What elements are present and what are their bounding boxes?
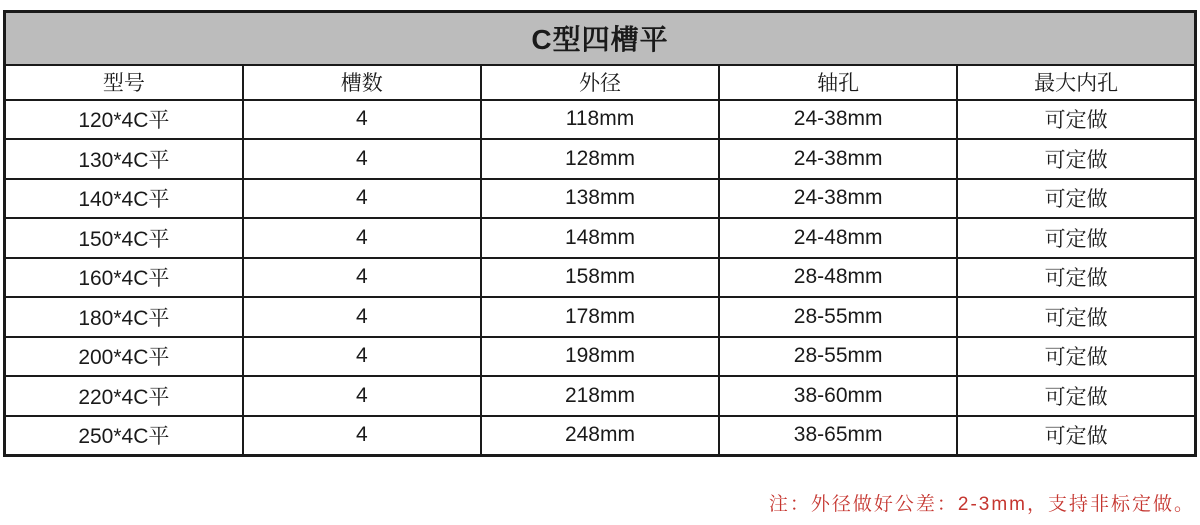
column-header: 轴孔 (719, 65, 957, 100)
table-title: C型四槽平 (5, 12, 1196, 65)
table-cell: 可定做 (957, 218, 1195, 258)
table-cell: 220*4C平 (5, 376, 243, 416)
column-header: 槽数 (243, 65, 481, 100)
table-cell: 24-38mm (719, 179, 957, 219)
table-cell: 178mm (481, 297, 719, 337)
table-row (5, 416, 1196, 456)
table-cell: 4 (243, 416, 481, 456)
table-cell: 248mm (481, 416, 719, 456)
table-cell: 24-48mm (719, 218, 957, 258)
table-cell: 可定做 (957, 258, 1195, 298)
table-cell: 160*4C平 (5, 258, 243, 298)
table-cell: 150*4C平 (5, 218, 243, 258)
table-row (5, 337, 1196, 377)
column-header: 型号 (5, 65, 243, 100)
table-cell: 4 (243, 297, 481, 337)
table-cell: 200*4C平 (5, 337, 243, 377)
table-cell: 4 (243, 218, 481, 258)
table-cell: 可定做 (957, 179, 1195, 219)
table-cell: 118mm (481, 100, 719, 140)
table-cell: 28-55mm (719, 297, 957, 337)
table-cell: 24-38mm (719, 100, 957, 140)
table-cell: 148mm (481, 218, 719, 258)
table-row (5, 179, 1196, 219)
column-header: 最大内孔 (957, 65, 1195, 100)
table-row (5, 139, 1196, 179)
table-row (5, 100, 1196, 140)
table-cell: 218mm (481, 376, 719, 416)
table-cell: 可定做 (957, 337, 1195, 377)
table-row (5, 376, 1196, 416)
table-cell: 38-60mm (719, 376, 957, 416)
table-cell: 可定做 (957, 100, 1195, 140)
header-row (5, 65, 1196, 100)
table-cell: 158mm (481, 258, 719, 298)
table-cell: 140*4C平 (5, 179, 243, 219)
table-cell: 4 (243, 258, 481, 298)
table-cell: 可定做 (957, 297, 1195, 337)
spec-table-container (3, 10, 1197, 457)
table-cell: 28-55mm (719, 337, 957, 377)
table-cell: 138mm (481, 179, 719, 219)
title-row (5, 12, 1196, 65)
table-cell: 24-38mm (719, 139, 957, 179)
table-cell: 38-65mm (719, 416, 957, 456)
table-cell: 可定做 (957, 139, 1195, 179)
spec-table (3, 10, 1197, 457)
table-cell: 可定做 (957, 376, 1195, 416)
table-cell: 4 (243, 139, 481, 179)
table-cell: 4 (243, 376, 481, 416)
table-row (5, 258, 1196, 298)
footnote: 注：外径做好公差：2-3mm，支持非标定做。 (768, 494, 1195, 515)
table-cell: 128mm (481, 139, 719, 179)
table-cell: 可定做 (957, 416, 1195, 456)
table-cell: 198mm (481, 337, 719, 377)
table-cell: 4 (243, 179, 481, 219)
table-row (5, 218, 1196, 258)
table-cell: 180*4C平 (5, 297, 243, 337)
table-cell: 250*4C平 (5, 416, 243, 456)
table-row (5, 297, 1196, 337)
table-cell: 28-48mm (719, 258, 957, 298)
table-cell: 130*4C平 (5, 139, 243, 179)
table-cell: 4 (243, 337, 481, 377)
table-cell: 4 (243, 100, 481, 140)
table-cell: 120*4C平 (5, 100, 243, 140)
column-header: 外径 (481, 65, 719, 100)
